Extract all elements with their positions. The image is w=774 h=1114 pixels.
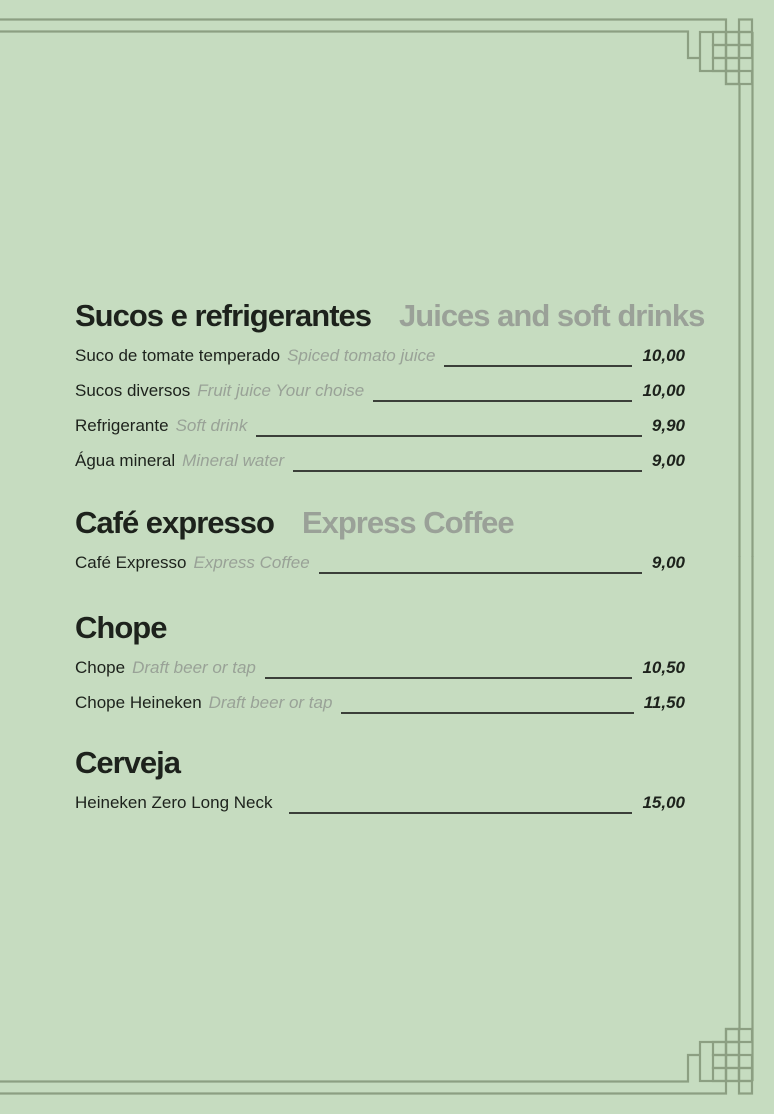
section-title-pt: Sucos e refrigerantes <box>75 298 372 333</box>
item-name: Chope <box>75 658 126 677</box>
menu-item-row <box>75 416 685 436</box>
item-name: Sucos diversos <box>75 381 191 400</box>
item-name: Suco de tomate temperado <box>75 346 281 365</box>
section-items <box>75 346 685 471</box>
section-heading <box>75 505 685 540</box>
menu-item-row <box>75 451 685 471</box>
item-price: 15,00 <box>642 793 685 812</box>
menu-item-row <box>75 693 685 713</box>
item-translation: Soft drink <box>175 416 248 435</box>
section-heading <box>75 610 685 645</box>
section-items <box>75 793 685 813</box>
leader-line <box>373 381 632 402</box>
item-translation: Mineral water <box>182 451 285 470</box>
section-title-pt: Cerveja <box>75 745 181 780</box>
item-translation: Draft beer or tap <box>208 693 333 712</box>
section-title-en: Express Coffee <box>301 505 514 540</box>
menu-content <box>75 0 705 1114</box>
leader-line <box>256 416 642 437</box>
menu-item-row <box>75 381 685 401</box>
item-translation: Fruit juice Your choise <box>197 381 365 400</box>
menu-item-row <box>75 553 685 573</box>
menu-item-row <box>75 658 685 678</box>
item-price: 10,50 <box>642 658 685 677</box>
item-translation: Spiced tomato juice <box>287 346 436 365</box>
leader-line <box>341 693 633 714</box>
item-name: Heineken Zero Long Neck <box>75 793 273 812</box>
section-heading <box>75 298 705 333</box>
leader-line <box>293 451 642 472</box>
section-title-pt: Café expresso <box>75 505 274 540</box>
item-price: 9,00 <box>651 451 685 470</box>
leader-line <box>265 658 633 679</box>
section-title-pt: Chope <box>75 610 167 645</box>
section-items <box>75 553 685 573</box>
section-heading <box>75 745 685 780</box>
menu-section <box>75 505 685 573</box>
item-name: Refrigerante <box>75 416 169 435</box>
menu-section <box>75 745 685 813</box>
item-price: 9,90 <box>651 416 685 435</box>
leader-line <box>444 346 632 367</box>
menu-section <box>75 298 705 471</box>
item-name: Água mineral <box>75 451 176 470</box>
item-translation: Draft beer or tap <box>132 658 256 677</box>
menu-item-row <box>75 346 685 366</box>
menu-item-row <box>75 793 685 813</box>
item-price: 11,50 <box>643 693 685 712</box>
section-items <box>75 658 685 713</box>
section-title-en: Juices and soft drinks <box>399 298 705 333</box>
leader-line <box>319 553 642 574</box>
leader-line <box>289 793 633 814</box>
item-name: Chope Heineken <box>75 693 202 712</box>
item-translation: Express Coffee <box>193 553 310 572</box>
menu-section <box>75 610 685 713</box>
item-price: 9,00 <box>651 553 685 572</box>
item-name: Café Expresso <box>75 553 187 572</box>
item-price: 10,00 <box>642 346 685 365</box>
item-price: 10,00 <box>642 381 685 400</box>
